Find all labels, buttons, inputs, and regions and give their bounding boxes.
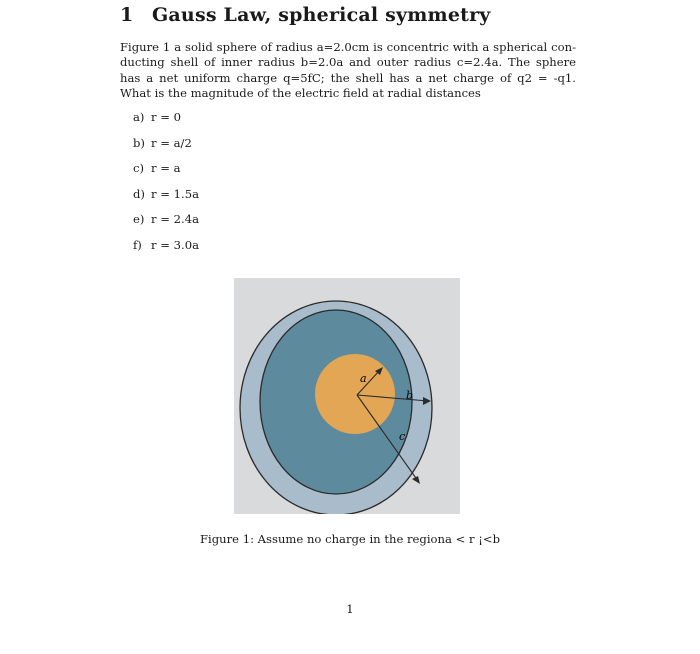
part-text: r = 1.5a [151, 186, 199, 201]
part-text: r = 2.4a [151, 212, 199, 227]
part-label: a) [133, 110, 145, 124]
part-text: r = a [151, 161, 181, 176]
part-label: e) [133, 212, 145, 227]
section-title: Gauss Law, spherical symmetry [152, 4, 491, 26]
label-a: a [360, 372, 367, 385]
parts-list [133, 110, 199, 264]
label-b: b [406, 389, 414, 402]
list-item [133, 110, 199, 136]
list-item [133, 187, 199, 213]
part-label: d) [133, 186, 145, 201]
part-label: f) [133, 237, 142, 252]
part-label: c) [133, 161, 145, 176]
section-heading [120, 4, 491, 26]
section-number: 1 [120, 4, 134, 26]
list-item [133, 136, 199, 162]
part-text: r = 0 [151, 110, 182, 124]
part-text: r = a/2 [151, 135, 192, 150]
list-item [133, 238, 199, 264]
part-label: b) [133, 135, 145, 150]
label-c: c [399, 430, 406, 443]
page-number: 1 [346, 602, 354, 616]
concentric-spheres-figure [234, 278, 460, 514]
figure-caption: Figure 1: Assume no charge in the regiona < r ¡<b [199, 532, 501, 546]
list-item [133, 212, 199, 238]
list-item [133, 161, 199, 187]
problem-statement: Figure 1 a solid sphere of radius a=2.0cm is concentric with a spherical con-ducting shell of inner radius b=2.0a and outer radius c=2.4a. The sphere has a net uniform charge q=5fC; the shell has a net charge of q2 = -q1. What is the magnitude of the electric field at radial distances [120, 40, 576, 101]
solid-sphere [315, 354, 395, 434]
figure-svg [234, 278, 460, 514]
part-text: r = 3.0a [151, 237, 199, 252]
